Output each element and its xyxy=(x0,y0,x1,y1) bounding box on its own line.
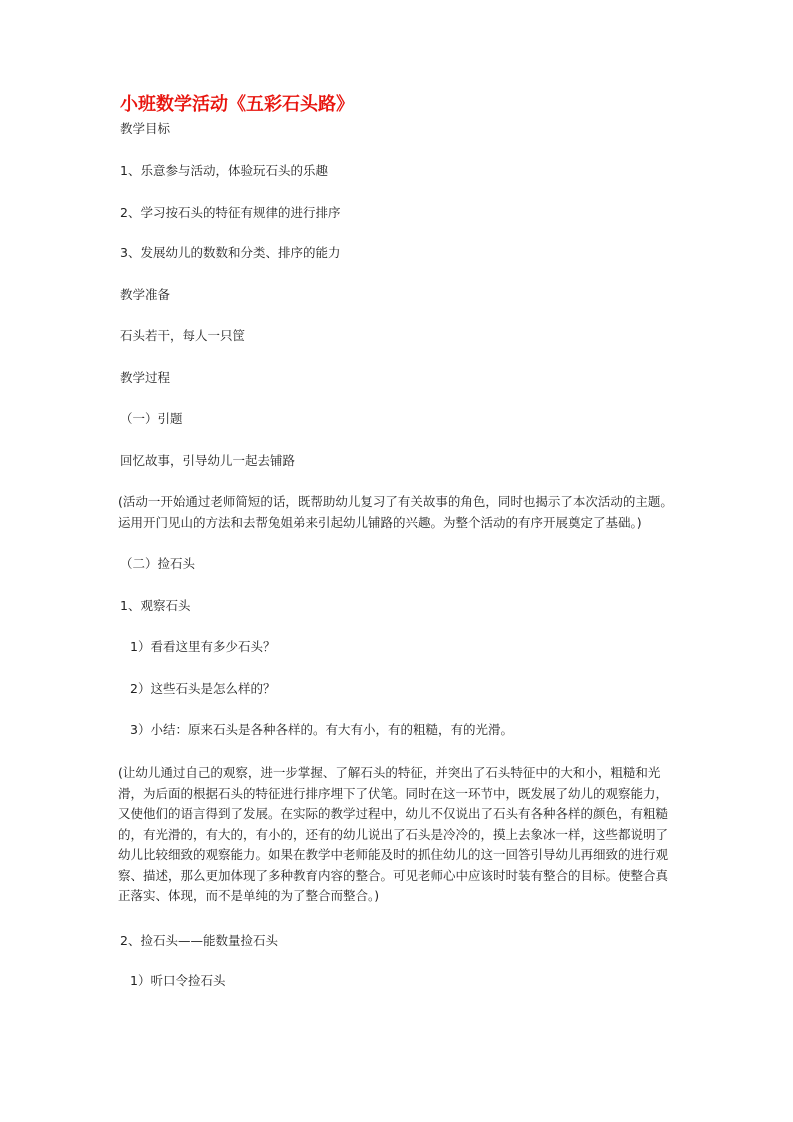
goal-item: 2、学习按石头的特征有规律的进行排序 xyxy=(120,205,341,220)
step1-note: (活动一开始通过老师简短的话，既帮助幼儿复习了有关故事的角色，同时也揭示了本次活动的主题。运用开门见山的方法和去帮兔姐弟来引起幼儿铺路的兴趣。为整个活动的有序开展奠定了基础。) xyxy=(118,494,673,530)
prep-text: 石头若干，每人一只筐 xyxy=(120,328,246,343)
goal-item: 1、乐意参与活动，体验玩石头的乐趣 xyxy=(120,163,328,178)
observe-item: 2）这些石头是怎么样的？ xyxy=(130,681,276,696)
pick-item: 1）听口令捡石头 xyxy=(130,973,226,988)
step1-heading: （一）引题 xyxy=(120,411,183,426)
observe-note: (让幼儿通过自己的观察，进一步掌握、了解石头的特征，并突出了石头特征中的大和小，粗糙和光滑，为后面的根据石头的特征进行排序埋下了伏笔。同时在这一环节中，既发展了幼儿的观察能力，又使他们的语言得到了发展。在实际的教学过程中，幼儿不仅说出了石头有各种各样的颜色，有粗糙的，有光滑的，有大的，有小的，还有的幼儿说出了石头是冷冷的，摸上去象冰一样，这些都说明了幼儿比较细致的观察能力。如果在教学中老师能及时的抓住幼儿的这一回答引导幼儿再细致的进行观察、描述，那么更加体现了多种教育内容的整合。可见老师心中应该时时装有整合的目标。使整合真正落实、体现，而不是单纯的为了整合而整合。) xyxy=(118,765,669,903)
section-heading-prep: 教学准备 xyxy=(120,287,171,302)
section-heading-goal: 教学目标 xyxy=(120,121,171,136)
section-heading-process: 教学过程 xyxy=(120,370,171,385)
step2-heading: （二）捡石头 xyxy=(120,556,196,571)
goal-item: 3、发展幼儿的数数和分类、排序的能力 xyxy=(120,245,341,260)
observe-item: 3）小结：原来石头是各种各样的。有大有小，有的粗糙，有的光滑。 xyxy=(130,722,513,737)
step1-text: 回忆故事，引导幼儿一起去铺路 xyxy=(120,453,296,468)
pick-heading: 2、捡石头——能数量捡石头 xyxy=(120,933,278,948)
observe-item: 1）看看这里有多少石头？ xyxy=(130,639,276,654)
document-title: 小班数学活动《五彩石头路》 xyxy=(120,94,354,115)
observe-heading: 1、观察石头 xyxy=(120,598,191,613)
